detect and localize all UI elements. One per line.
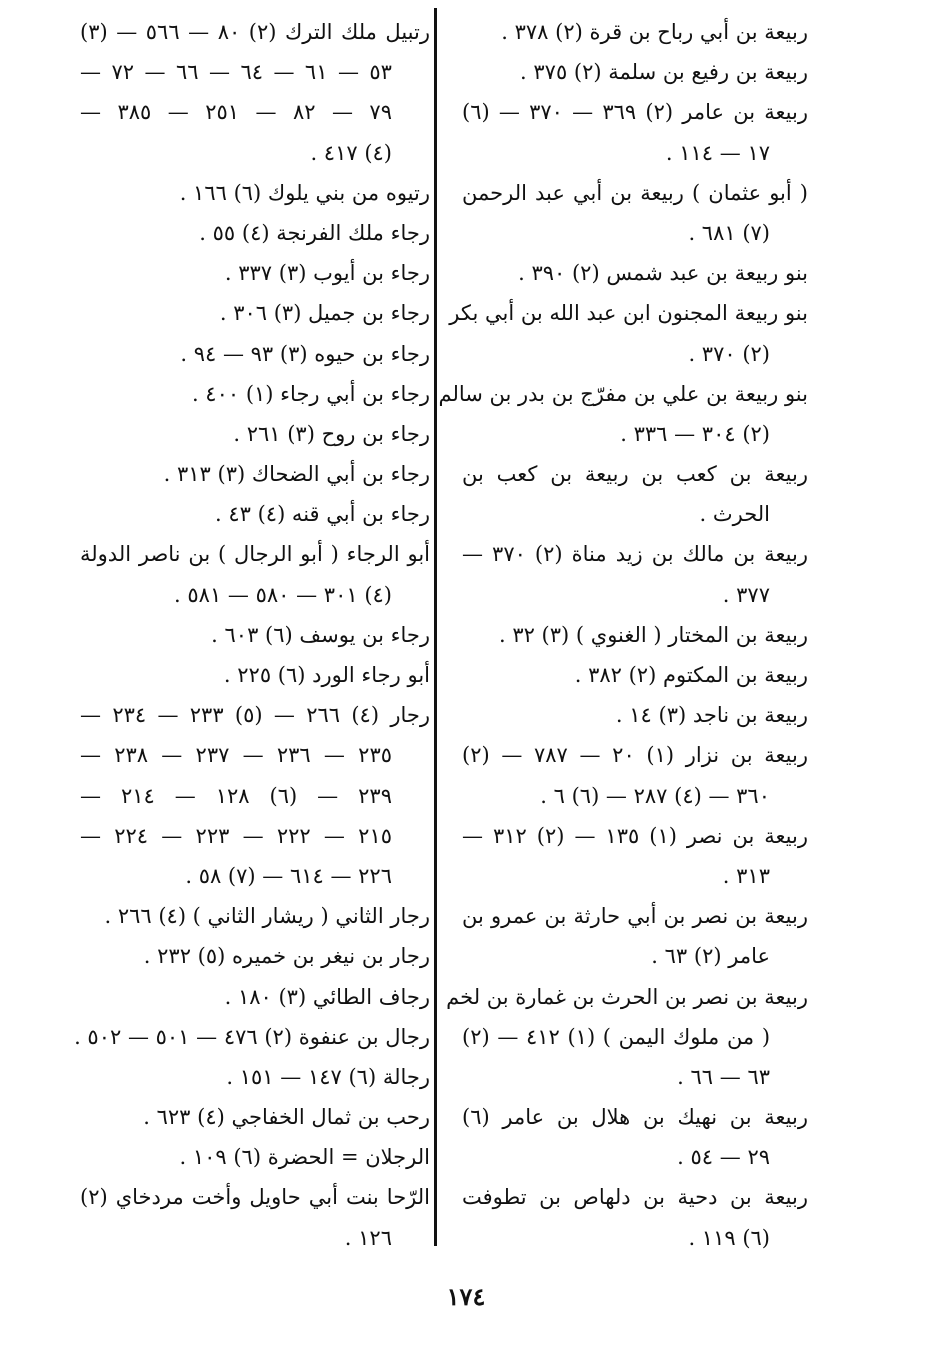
- entry-heading-line: رجاء بن حيوه (٣) ٩٣ — ٩٤ .: [180, 341, 430, 366]
- index-entry: [80, 213, 430, 253]
- entry-continuation-line: (٢) ٣٧٠ .: [688, 341, 770, 366]
- index-entry: [462, 816, 808, 896]
- entry-continuation-line: ٣٧٧ .: [722, 582, 770, 607]
- index-entry: [462, 253, 808, 293]
- index-entry: [462, 735, 808, 815]
- entry-heading-line: رجاء ملك الفرنجة (٤) ٥٥ .: [199, 220, 430, 245]
- entry-heading-line: ربيعة بن مالك بن زيد مناة (٢) ٣٧٠ —: [462, 542, 808, 567]
- index-entry: [80, 414, 430, 454]
- entry-heading-line: رجال بن عنفوة (٢) ٤٧٦ — ٥٠١ — ٥٠٢ .: [74, 1024, 430, 1049]
- entry-continuation-line: ٢٩ — ٥٤ .: [677, 1145, 770, 1170]
- index-column-right: [438, 12, 809, 1258]
- index-entry: [80, 494, 430, 534]
- entry-continuation-line: ١٢٦ .: [344, 1225, 392, 1250]
- index-entry: [462, 173, 808, 253]
- entry-continuation-line: (٧) ٦٨١ .: [688, 220, 770, 245]
- entry-continuation-line: (٤) ٣٠١ — ٥٨٠ — ٥٨١ .: [174, 582, 392, 607]
- entry-heading-line: ربيعة بن المختار ( الغنوي ) (٣) ٣٢ .: [498, 622, 808, 647]
- index-entry: [80, 334, 430, 374]
- index-entry: [462, 1177, 808, 1257]
- index-entry: [80, 293, 430, 333]
- index-entry: [74, 1017, 430, 1057]
- index-entry: [462, 695, 808, 735]
- index-entry: [462, 92, 808, 172]
- index-entry: [80, 977, 430, 1017]
- entry-continuation-line: ٢٣٩ — (٦) ١٢٨ — ٢١٤ —: [80, 783, 392, 808]
- entry-heading-line: رجاف الطائي (٣) ١٨٠ .: [224, 984, 430, 1009]
- entry-heading-line: رجاء بن جميل (٣) ٣٠٦ .: [219, 301, 430, 326]
- page-number: ١٧٤: [446, 1282, 486, 1311]
- entry-continuation-line: ( من ملوك اليمن ) (١) ٤١٢ — (٢): [462, 1024, 771, 1049]
- index-entry: [80, 695, 430, 896]
- entry-heading-line: ربيعة بن أبي رباح بن قرة (٢) ٣٧٨ .: [501, 20, 808, 44]
- index-entry: [462, 896, 808, 976]
- entry-heading-line: ربيعة بن ناجد (٣) ١٤ .: [615, 703, 808, 728]
- entry-continuation-line: ٣٦٠ — (٤) ٢٨٧ — (٦) ٦ .: [540, 783, 770, 808]
- index-entry: [80, 173, 430, 213]
- entry-heading-line: بنو ربيعة بن عبد شمس (٢) ٣٩٠ .: [518, 261, 808, 286]
- entry-heading-line: رجاء بن روح (٣) ٢٦١ .: [233, 421, 430, 446]
- index-entry: [462, 615, 808, 655]
- entry-heading-line: بنو ربيعة بن علي بن مفرّج بن بدر بن سالم: [438, 381, 808, 406]
- entry-heading-line: ربيعة بن نصر (١) ١٣٥ — (٢) ٣١٢ —: [462, 823, 809, 848]
- entry-continuation-line: ٣١٣ .: [722, 863, 770, 888]
- index-entry: [80, 936, 430, 976]
- index-entry: [462, 12, 808, 52]
- entry-heading-line: رتيوه من بني يلوك (٦) ١٦٦ .: [179, 180, 430, 205]
- entry-continuation-line: ٥٣ — ٦١ — ٦٤ — ٦٦ — ٧٢ —: [80, 60, 392, 85]
- entry-heading-line: رجاء بن أبي رجاء (١) ٤٠٠ .: [191, 381, 430, 406]
- entry-continuation-line: ٢٢٦ — ٦١٤ — (٧) ٥٨ .: [185, 863, 392, 888]
- index-entry: [80, 1137, 430, 1177]
- entry-heading-line: الرجلان = الحضرة (٦) ١٠٩ .: [179, 1145, 430, 1170]
- entry-heading-line: رجار (٤) ٢٦٦ — (٥) ٢٣٣ — ٢٣٤ —: [80, 703, 430, 728]
- column-divider: [434, 8, 437, 1246]
- entry-heading-line: ربيعة بن عامر (٢) ٣٦٩ — ٣٧٠ — (٦): [462, 100, 809, 125]
- entry-heading-line: رجاء بن أيوب (٣) ٣٣٧ .: [224, 261, 430, 286]
- entry-heading-line: ( أبو عثمان ) ربيعة بن أبي عبد الرحمن: [462, 180, 808, 205]
- index-entry: [80, 12, 430, 173]
- entry-heading-line: ربيعة بن رفيع بن سلمة (٢) ٣٧٥ .: [520, 60, 808, 85]
- entry-continuation-line: ٢٣٥ — ٢٣٦ — ٢٣٧ — ٢٣٨ —: [80, 743, 393, 768]
- entry-continuation-line: ١٧ — ١١٤ .: [665, 140, 770, 165]
- entry-heading-line: الرّحا بنت أبي حاويل وأخت مردخاي (٢): [80, 1185, 430, 1210]
- index-entry: [80, 1177, 430, 1257]
- index-entry: [462, 454, 808, 534]
- index-entry: [80, 1057, 430, 1097]
- entry-continuation-line: (٢) ٣٠٤ — ٣٣٦ .: [620, 421, 770, 446]
- entry-heading-line: رجاء بن يوسف (٦) ٦٠٣ .: [211, 622, 430, 647]
- index-entry: [80, 896, 430, 936]
- entry-heading-line: ربيعة بن نصر بن أبي حارثة بن عمرو بن: [462, 904, 808, 929]
- entry-continuation-line: (٤) ٤١٧ .: [310, 140, 392, 165]
- entry-heading-line: أبو الرجاء ( أبو الرجال ) بن ناصر الدولة: [80, 542, 430, 567]
- index-entry: [446, 977, 808, 1098]
- index-entry: [80, 1097, 430, 1137]
- entry-heading-line: بنو ربيعة المجنون ابن عبد الله بن أبي بكر: [449, 301, 808, 326]
- entry-continuation-line: ٢١٥ — ٢٢٢ — ٢٢٣ — ٢٢٤ —: [80, 823, 393, 848]
- index-entry: [449, 293, 808, 373]
- index-column-left: [74, 12, 430, 1258]
- index-entry: [80, 253, 430, 293]
- entry-heading-line: رجاء بن أبي الضحاك (٣) ٣١٣ .: [163, 462, 430, 487]
- entry-heading-line: ربيعة بن نصر بن الحرث بن غمارة بن لخم: [446, 984, 808, 1009]
- index-entry: [462, 534, 808, 614]
- index-entry: [80, 615, 430, 655]
- entry-continuation-line: ٧٩ — ٨٢ — ٢٥١ — ٣٨٥ —: [80, 100, 392, 125]
- entry-heading-line: رحب بن ثمال الخفاجي (٤) ٦٢٣ .: [143, 1105, 430, 1130]
- index-entry: [80, 655, 430, 695]
- entry-heading-line: ربيعة بن المكتوم (٢) ٣٨٢ .: [574, 663, 808, 687]
- entry-continuation-line: الحرث .: [699, 502, 770, 527]
- index-entry: [462, 655, 808, 695]
- entry-heading-line: ربيعة بن نزار (١) ٢٠ — ٧٨٧ — (٢): [462, 743, 808, 768]
- index-entry: [80, 454, 430, 494]
- entry-heading-line: رجاء بن أبي قنه (٤) ٤٣ .: [214, 502, 430, 527]
- entry-heading-line: ربيعة بن دحية بن دلهاص بن تطوفت: [462, 1185, 808, 1210]
- index-entry: [462, 52, 808, 92]
- entry-heading-line: أبو رجاء الورد (٦) ٢٢٥ .: [223, 663, 430, 687]
- entry-heading-line: ربيعة بن نهيك بن هلال بن عامر (٦): [462, 1105, 808, 1130]
- index-entry: [80, 534, 430, 614]
- entry-heading-line: رتبيل ملك الترك (٢) ٨٠ — ٥٦٦ — (٣): [80, 20, 430, 44]
- entry-continuation-line: عامر (٢) ٦٣ .: [651, 944, 770, 969]
- entry-continuation-line: (٦) ١١٩ .: [688, 1225, 770, 1250]
- entry-continuation-line: ٦٣ — ٦٦ .: [677, 1064, 770, 1089]
- entry-heading-line: رجالة (٦) ١٤٧ — ١٥١ .: [226, 1064, 430, 1089]
- entry-heading-line: ربيعة بن كعب بن ربيعة بن كعب بن: [462, 462, 808, 487]
- entry-heading-line: رجار الثاني ( ريشار الثاني ) (٤) ٢٦٦ .: [104, 904, 430, 929]
- index-entry: [80, 374, 430, 414]
- index-entry: [438, 374, 808, 454]
- entry-heading-line: رجار بن نيغر بن خميره (٥) ٢٣٢ .: [143, 944, 430, 969]
- index-entry: [462, 1097, 808, 1177]
